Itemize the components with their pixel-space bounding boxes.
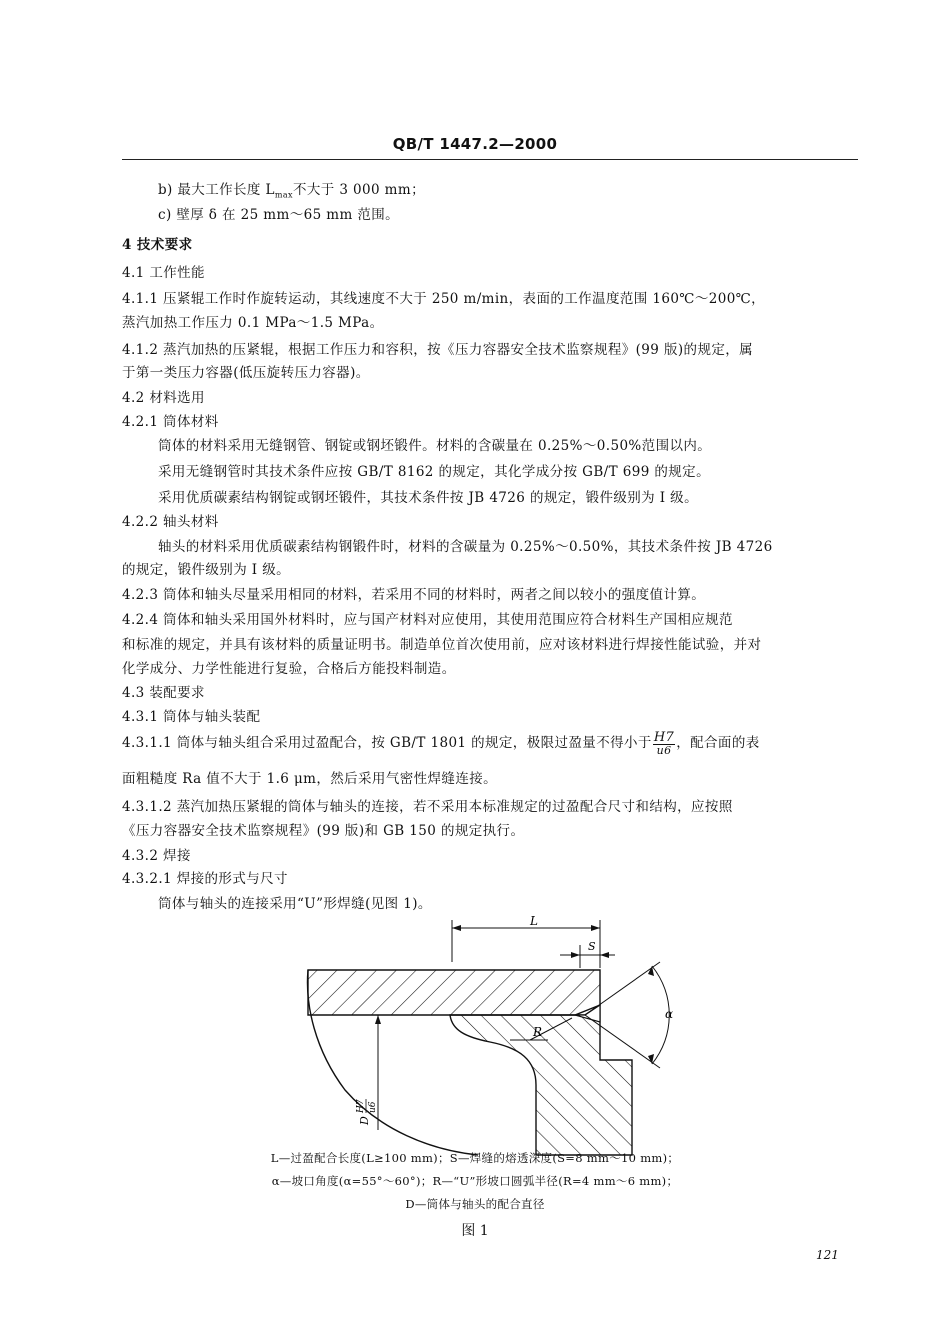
clause-4-2-2-line2: 的规定，锻件级别为 I 级。 (122, 562, 291, 578)
clause-4-3-1-1-text: 4.3.1.1 筒体与轴头组合采用过盈配合，按 GB/T 1801 的规定，极限过盈量不得小于 (122, 735, 652, 751)
clause-4-2-2-line1: 轴头的材料采用优质碳素结构钢锻件时，材料的含碳量为 0.25%～0.50%，其技术条件按 JB 4726 (158, 539, 773, 555)
clause-4-2-4-line1: 4.2.4 筒体和轴头采用国外材料时，应与国产材料对应使用，其使用范围应符合材料生产国相应规范 (122, 612, 733, 628)
list-item-c: c) 壁厚 δ 在 25 mm～65 mm 范围。 (158, 207, 400, 223)
section-4-heading: 4 技术要求 (122, 237, 193, 253)
clause-4-2-3: 4.2.3 筒体和轴头尽量采用相同的材料，若采用不同的材料时，两者之间以较小的强度值计算。 (122, 587, 706, 603)
clause-4-3-1-2-line1: 4.3.1.2 蒸汽加热压紧辊的筒体与轴头的连接，若不采用本标准规定的过盈配合尺寸和结构，应按照 (122, 799, 733, 815)
section-4-2-1-heading: 4.2.1 筒体材料 (122, 414, 219, 430)
clause-4-3-2-1-para: 筒体与轴头的连接采用“U”形焊缝(见图 1)。 (158, 896, 432, 912)
label-u6: u6 (368, 1101, 378, 1113)
standard-number-header: QB/T 1447.2—2000 (392, 135, 558, 153)
list-item-b-subscript: max (274, 190, 293, 200)
label-alpha: α (665, 1007, 674, 1021)
section-4-1-heading: 4.1 工作性能 (122, 265, 205, 281)
fraction-numerator: H7 (653, 730, 675, 745)
list-item-b-text: b) 最大工作长度 L (158, 182, 275, 198)
shell-section (308, 970, 600, 1015)
label-R: R (533, 1025, 543, 1039)
section-4-2-2-heading: 4.2.2 轴头材料 (122, 514, 219, 530)
label-H7: H7 (356, 1099, 366, 1113)
figure-caption-line2: α—坡口角度(α=55°～60°)；R—“U”形坡口圆弧半径(R=4 mm～6 mm)； (271, 1174, 679, 1188)
section-4-3-2-heading: 4.3.2 焊接 (122, 848, 191, 864)
clause-4-2-1-para1: 筒体的材料采用无缝钢管、钢锭或钢坯锻件。材料的含碳量在 0.25%～0.50%范围以内。 (158, 438, 712, 454)
section-4-3-2-1-heading: 4.3.2.1 焊接的形式与尺寸 (122, 871, 288, 887)
clause-4-1-1-line1: 4.1.1 压紧辊工作时作旋转运动，其线速度不大于 250 m/min，表面的工作温度范围 160℃～200℃， (122, 291, 766, 307)
clause-4-2-1-para2: 采用无缝钢管时其技术条件应按 GB/T 8162 的规定，其化学成分按 GB/T 699 的规定。 (158, 464, 710, 480)
figure-caption-line1: L—过盈配合长度(L≥100 mm)；S—焊缝的熔透深度(S=8 mm～10 mm)； (270, 1151, 680, 1165)
clause-4-1-1-line2: 蒸汽加热工作压力 0.1 MPa～1.5 MPa。 (122, 315, 384, 331)
label-L: L (530, 914, 538, 928)
clause-4-2-1-para3: 采用优质碳素结构钢锭或钢坯锻件，其技术条件按 JB 4726 的规定，锻件级别为 I 级。 (158, 490, 698, 506)
figure-title: 图 1 (461, 1223, 489, 1239)
clause-4-1-2-line1: 4.1.2 蒸汽加热的压紧辊，根据工作压力和容积，按《压力容器安全技术监察规程》(99 版)的规定，属 (122, 342, 754, 358)
clause-4-3-1-1-line2: 面粗糙度 Ra 值不大于 1.6 μm，然后采用气密性焊缝连接。 (122, 771, 498, 787)
section-4-2-heading: 4.2 材料选用 (122, 390, 205, 406)
clause-4-2-4-line3: 化学成分、力学性能进行复验，合格后方能投料制造。 (122, 661, 456, 677)
label-D: D (358, 1116, 371, 1125)
clause-4-3-1-2-line2: 《压力容器安全技术监察规程》(99 版)和 GB 150 的规定执行。 (122, 823, 525, 839)
section-4-3-1-heading: 4.3.1 筒体与轴头装配 (122, 709, 261, 725)
list-item-b-tail: 不大于 3 000 mm； (292, 182, 425, 198)
page-number: 121 (816, 1248, 839, 1262)
label-S: S (588, 940, 596, 953)
clause-4-2-4-line2: 和标准的规定，并具有该材料的质量证明书。制造单位首次使用前，应对该材料进行焊接性能试验，并对 (122, 637, 762, 653)
figure-caption-line3: D—筒体与轴头的配合直径 (405, 1197, 545, 1211)
fraction-denominator: u6 (656, 744, 672, 757)
section-4-3-heading: 4.3 装配要求 (122, 685, 205, 701)
clause-4-3-1-1-tail: ，配合面的表 (676, 735, 760, 751)
clause-4-1-2-line2: 于第一类压力容器(低压旋转压力容器)。 (122, 365, 370, 381)
